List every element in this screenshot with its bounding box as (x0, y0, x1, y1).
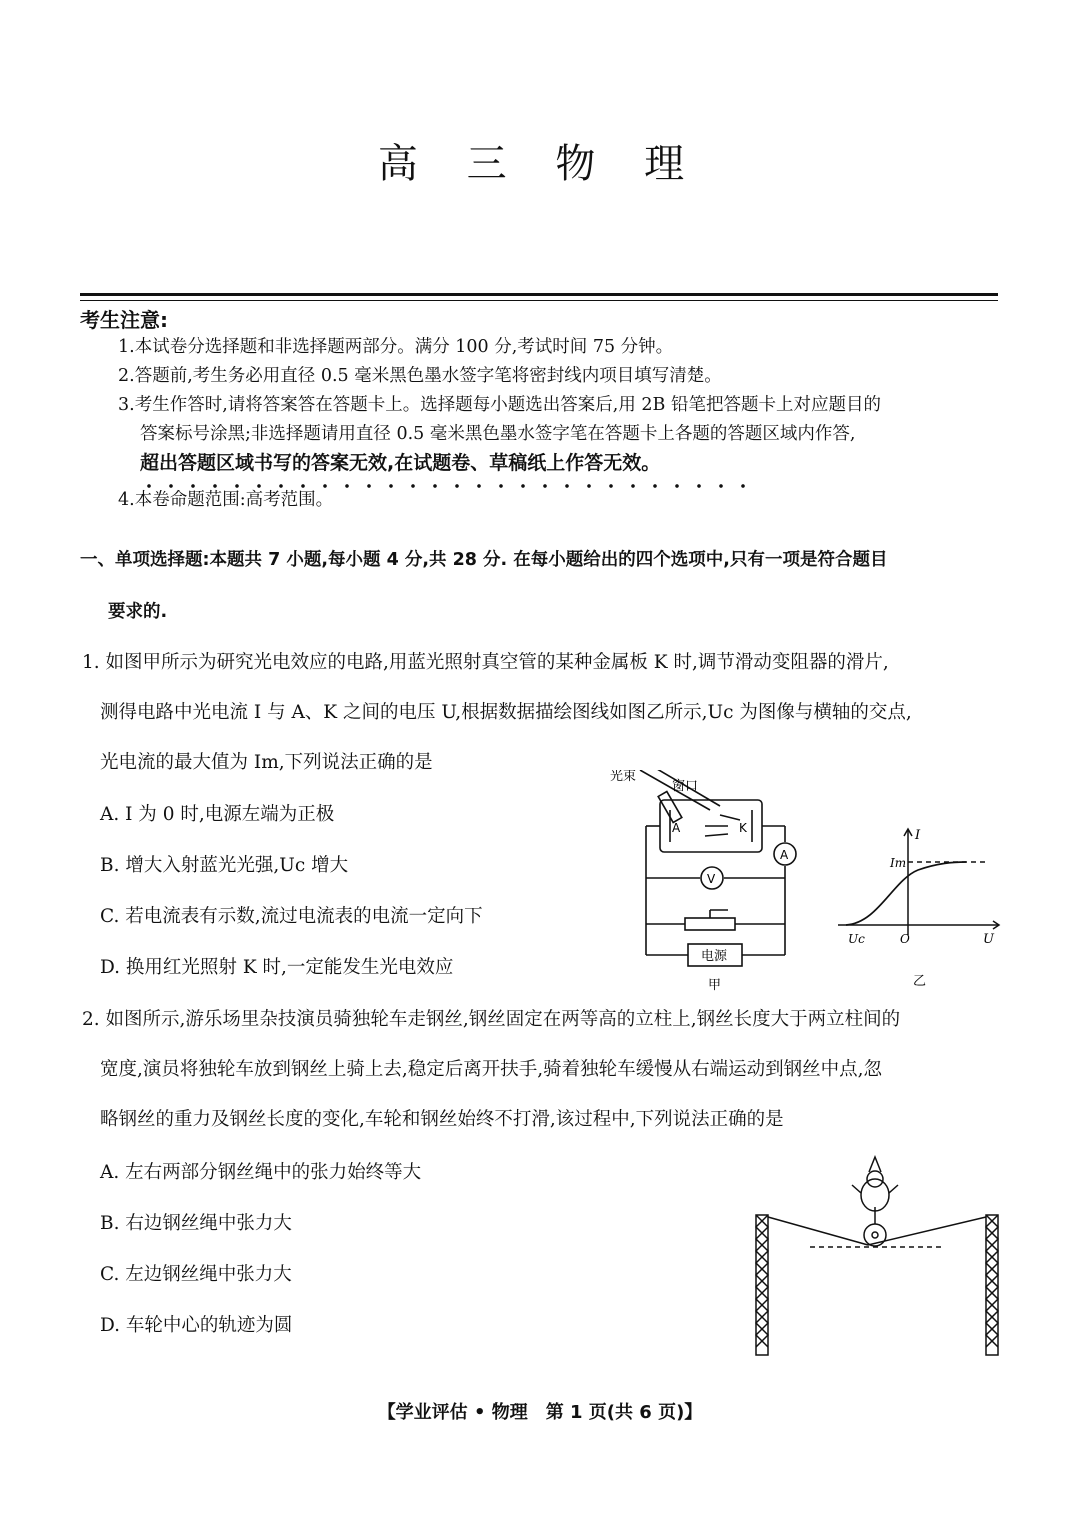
q1-line-2: 测得电路中光电流 I 与 A、K 之间的电压 U,根据数据描绘图线如图乙所示,Uc 为图像与横轴的交点, (100, 702, 912, 723)
voltmeter-label: V (707, 872, 716, 886)
notice-line-1: 1.本试卷分选择题和非选择题两部分。满分 100 分,考试时间 75 分钟。 (118, 337, 674, 357)
notice-line-3c-emphasis: 超出答题区域书写的答案无效,在试题卷、草稿纸上作答无效。 (140, 452, 661, 474)
q1-option-d: D. 换用红光照射 K 时,一定能发生光电效应 (100, 957, 454, 978)
q2-line-3: 略钢丝的重力及钢丝长度的变化,车轮和钢丝始终不打滑,该过程中,下列说法正确的是 (100, 1109, 784, 1130)
beam-label: 光束 (610, 770, 637, 784)
q2-option-d: D. 车轮中心的轨迹为圆 (100, 1315, 293, 1336)
source-label: 电源 (701, 949, 728, 964)
figure-iu-graph (838, 825, 1008, 995)
notice-line-3b: 答案标号涂黑;非选择题请用直径 0.5 毫米黑色墨水签字笔在答题卡上各题的答题区域内作答, (140, 424, 856, 444)
q2-option-a: A. 左右两部分钢丝绳中的张力始终等大 (100, 1162, 422, 1183)
page-footer: 【学业评估 • 物理 第 1 页(共 6 页)】 (377, 1402, 703, 1423)
section-heading-1: 一、单项选择题:本题共 7 小题,每小题 4 分,共 28 分. 在每小题给出的四个选项中,只有一项是符合题目 (80, 550, 888, 570)
figure-circuit (610, 770, 810, 995)
graph-y-label: I (915, 828, 921, 843)
section-heading-2: 要求的. (108, 602, 168, 622)
graph-x-label: U (983, 932, 994, 947)
q2-option-c: C. 左边钢丝绳中张力大 (100, 1264, 292, 1285)
graph-uc-label: Uc (848, 932, 865, 946)
window-label: 窗口 (672, 779, 699, 794)
q2-option-b: B. 右边钢丝绳中张力大 (100, 1213, 292, 1234)
notice-line-3a: 3.考生作答时,请将答案答在答题卡上。选择题每小题选出答案后,用 2B 铅笔把答题卡上对应题目的 (118, 395, 881, 415)
q2-line-2: 宽度,演员将独轮车放到钢丝上骑上去,稳定后离开扶手,骑着独轮车缓慢从右端运动到钢丝中点,忽 (100, 1059, 883, 1080)
notice-heading: 考生注意: (80, 308, 168, 332)
page-title: 高 三 物 理 (377, 141, 703, 187)
q1-option-a: A. I 为 0 时,电源左端为正极 (100, 804, 335, 825)
q1-line-3: 光电流的最大值为 Im,下列说法正确的是 (100, 752, 433, 773)
q1-option-b: B. 增大入射蓝光光强,Uc 增大 (100, 855, 349, 876)
notice-line-2: 2.答题前,考生务必用直径 0.5 毫米黑色墨水签字笔将密封线内项目填写清楚。 (118, 366, 722, 386)
plate-k-label: K (739, 821, 747, 835)
figure-2-caption: 乙 (913, 974, 927, 989)
q1-option-c: C. 若电流表有示数,流过电流表的电流一定向下 (100, 906, 483, 927)
notice-line-4: 4.本卷命题范围:高考范围。 (118, 490, 334, 510)
graph-im-label: Im (890, 856, 907, 870)
figure-1-caption: 甲 (708, 978, 722, 993)
figure-tightrope (748, 1155, 1008, 1360)
q1-line-1: 1. 如图甲所示为研究光电效应的电路,用蓝光照射真空管的某种金属板 K 时,调节滑动变阻器的滑片, (82, 652, 889, 673)
plate-a-label: A (672, 821, 681, 835)
header-rule-thin (80, 300, 998, 301)
graph-origin-label: O (900, 932, 910, 946)
q2-line-1: 2. 如图所示,游乐场里杂技演员骑独轮车走钢丝,钢丝固定在两等高的立柱上,钢丝长度大于两立柱间的 (82, 1009, 901, 1030)
ammeter-label: A (780, 848, 789, 862)
header-rule (80, 293, 998, 296)
